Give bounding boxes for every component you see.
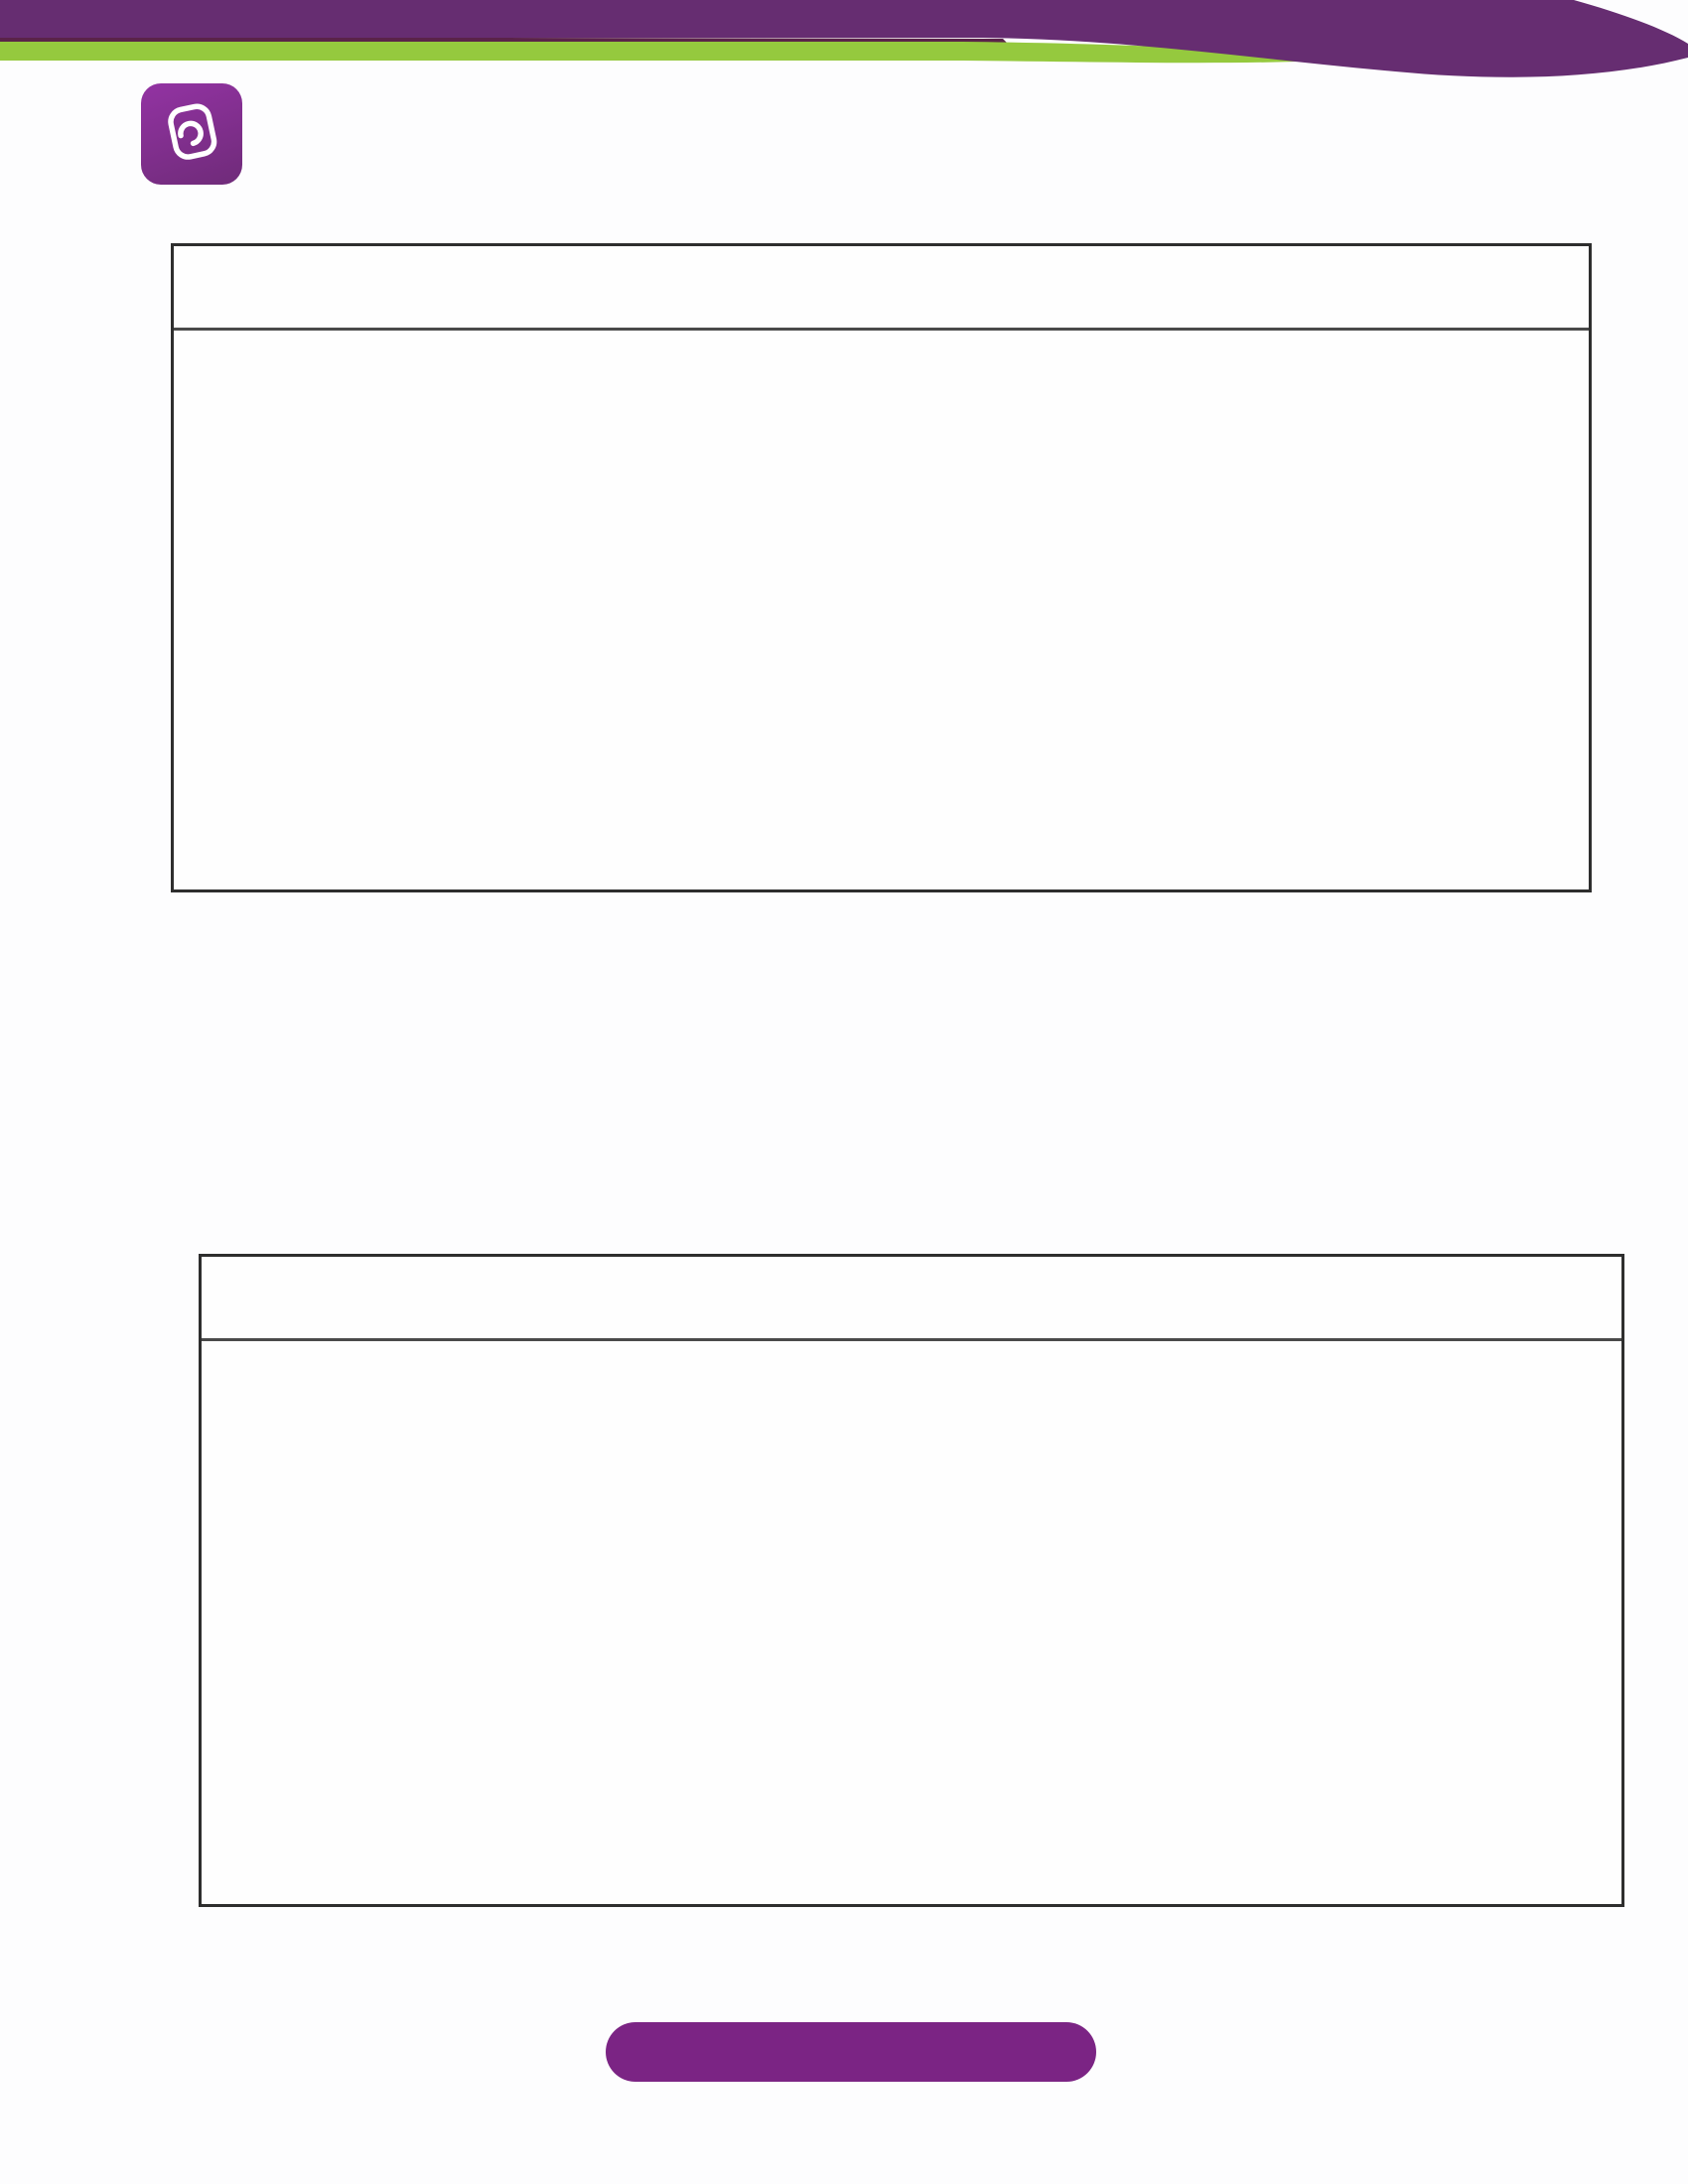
footer-link[interactable] — [606, 2022, 1096, 2082]
pictograph-50-rows — [202, 1341, 1621, 1904]
pictograph-50-legend — [202, 1257, 1621, 1341]
pictograph-table-100 — [171, 243, 1592, 892]
byjus-b-icon — [141, 83, 242, 185]
pictograph-100-legend — [174, 246, 1589, 331]
byjus-logo — [141, 83, 258, 185]
pictograph-100-rows — [174, 331, 1589, 889]
pictograph-table-50 — [199, 1254, 1624, 1907]
